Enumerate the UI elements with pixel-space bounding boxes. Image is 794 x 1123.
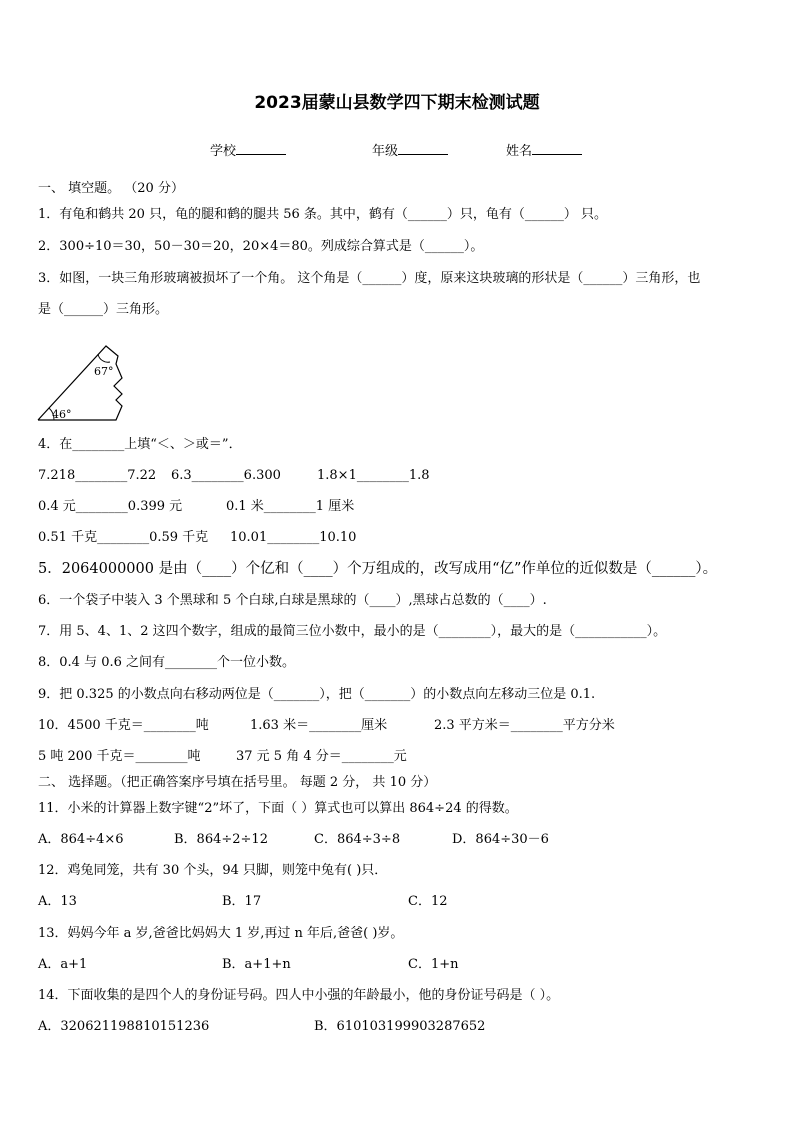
q4-item: 10.01________10.10 [230,530,357,545]
question-9: 9．把 0.325 的小数点向右移动两位是（_______），把（_______）的小数点向左移动三位是 0.1. [38,687,596,702]
option-b: B．864÷2÷12 [174,832,268,847]
q10-item: 37 元 5 角 4 分＝________元 [236,749,407,764]
school-label: 学校 [210,144,237,159]
option-b: B．610103199903287652 [314,1019,486,1034]
question-3-line2: 是（______）三角形。 [38,302,169,317]
section2-heading: 二、 选择题。（把正确答案序号填在括号里。 每题 2 分， 共 10 分） [38,775,437,790]
broken-triangle-figure [36,342,136,424]
option-d: D．864÷30－6 [452,832,549,847]
q10-item: 1.63 米＝________厘米 [250,718,388,733]
q10-item: 10．4500 千克＝________吨 [38,718,209,733]
question-3-line1: 3．如图，一块三角形玻璃被损坏了一个角。 这个角是（______）度，原来这块玻璃的形状是（______）三角形，也 [38,271,701,286]
school-blank [236,141,286,155]
q4-item: 7.218________7.22 [38,468,157,483]
q10-item: 2.3 平方米＝________平方分米 [434,718,615,733]
question-11: 11．小米的计算器上数字键“2”坏了，下面（ ）算式也可以算出 864÷24 的得数。 [38,801,518,816]
name-label: 姓名 [506,144,533,159]
option-a: A．864÷4×6 [38,832,124,847]
question-5: 5．2064000000 是由（____）个亿和（____）个万组成的，改写成用“亿”作单位的近似数是（______）。 [38,561,718,577]
question-12: 12．鸡兔同笼，共有 30 个头，94 只脚，则笼中兔有( )只． [38,863,388,878]
question-4: 4．在________上填“＜、＞或＝”． [38,437,242,452]
q4-item: 0.4 元________0.399 元 [38,499,183,514]
angle-67-label: 67° [94,365,114,378]
question-6: 6．一个袋子中装入 3 个黑球和 5 个白球,白球是黑球的（____）,黑球占总数的（____）. [38,593,547,608]
name-blank [532,141,582,155]
option-c: C．1+n [408,957,459,972]
q4-item: 0.51 千克________0.59 千克 [38,530,209,545]
option-b: B．a+1+n [222,957,291,972]
option-a: A．13 [38,894,77,909]
question-13: 13．妈妈今年 a 岁,爸爸比妈妈大 1 岁,再过 n 年后,爸爸( )岁。 [38,926,404,941]
option-a: A．a+1 [38,957,88,972]
question-2: 2．300÷10＝30，50－30＝20，20×4＝80。列成综合算式是（______）。 [38,239,484,254]
question-1: 1．有龟和鹤共 20 只，龟的腿和鹤的腿共 56 条。其中，鹤有（______）只，龟有（______） 只。 [38,207,608,222]
question-8: 8．0.4 与 0.6 之间有________个一位小数。 [38,655,296,670]
q4-item: 6.3________6.300 [171,468,281,483]
question-14: 14．下面收集的是四个人的身份证号码。四人中小强的年龄最小，他的身份证号码是（ ）。 [38,988,560,1003]
grade-field [372,140,448,159]
option-c: C．12 [408,894,448,909]
school-field [210,140,286,159]
section1-heading: 一、 填空题。 （20 分） [38,181,184,196]
q10-item: 5 吨 200 千克＝________吨 [38,749,201,764]
option-a: A．320621198810151236 [38,1019,210,1034]
q4-item: 1.8×1________1.8 [317,468,430,483]
option-c: C．864÷3÷8 [314,832,401,847]
option-b: B．17 [222,894,262,909]
angle-46-label: 46° [52,408,72,421]
question-7: 7．用 5、4、1、2 这四个数字，组成的最简三位小数中，最小的是（________），最大的是（___________）。 [38,624,667,639]
page-title: 2023届蒙山县数学四下期末检测试题 [254,93,540,113]
grade-blank [398,141,448,155]
grade-label: 年级 [372,144,399,159]
q4-item: 0.1 米________1 厘米 [226,499,355,514]
name-field [506,140,582,159]
